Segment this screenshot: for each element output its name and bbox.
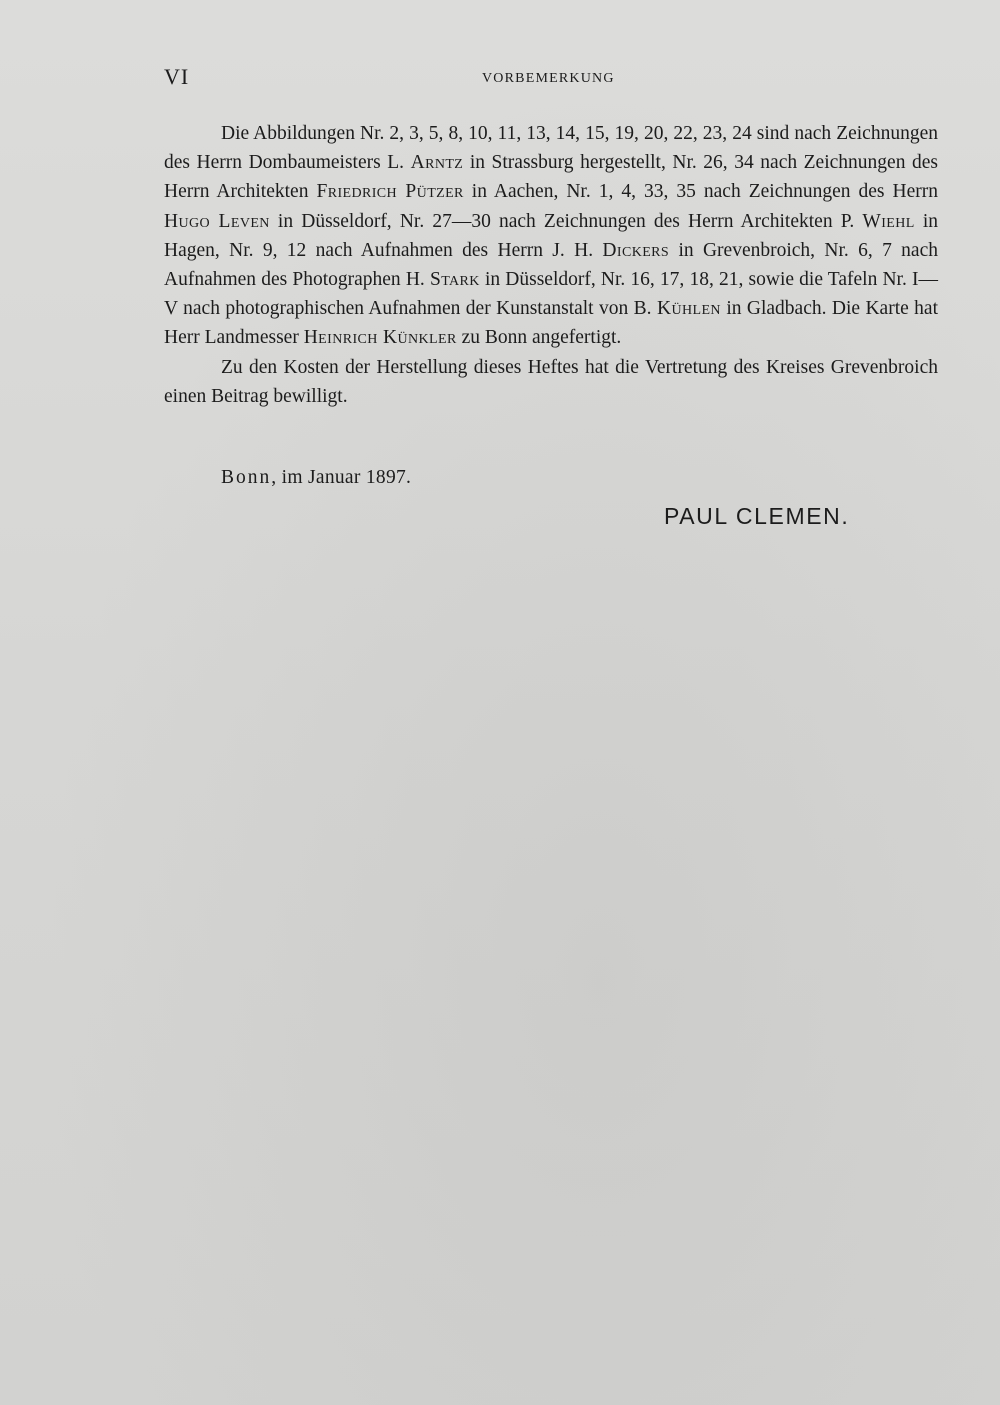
person-name: Wiehl bbox=[862, 210, 915, 232]
dateline-place: Bonn bbox=[221, 467, 272, 488]
text-segment: in Gladbach. Die Karte hat Herr Landmesser bbox=[164, 298, 939, 349]
text-segment: in Strassburg hergestellt, Nr. 26, 34 nach Zeichnungen des Herrn Architekten bbox=[164, 152, 938, 203]
text-segment: zu Bonn angefertigt. bbox=[456, 327, 622, 349]
text-segment: in Hagen, Nr. 9, 12 nach Aufnahmen des Herrn J. H. bbox=[164, 210, 938, 261]
text-segment: in Aachen, Nr. 1, 4, 33, 35 nach Zeichnungen des Herrn bbox=[463, 181, 938, 203]
text-segment: Die Abbildungen Nr. 2, 3, 5, 8, 10, 11, 13, 14, 15, 19, 20, 22, 23, 24 sind nach Zeichnungen des Herrn Dombaumeisters L. bbox=[164, 123, 938, 174]
author-signature: PAUL CLEMEN. bbox=[664, 503, 850, 529]
text-segment: in Grevenbroich, Nr. 6, 7 nach Aufnahmen des Photographen H. bbox=[164, 239, 938, 291]
text-segment: in Düsseldorf, Nr. 16, 17, 18, 21, sowie die Tafeln Nr. I—V nach photographischen Aufnahmen der Kunstanstalt von B. bbox=[164, 269, 939, 320]
person-name: Kühlen bbox=[656, 298, 721, 320]
body-text bbox=[164, 119, 938, 411]
person-name: Hugo Leven bbox=[164, 210, 270, 232]
person-name: Arntz bbox=[410, 152, 464, 174]
dateline-date: , im Januar 1897. bbox=[271, 467, 412, 488]
dateline bbox=[221, 467, 411, 489]
page-number: VI bbox=[164, 64, 190, 89]
person-name: Dickers bbox=[602, 239, 670, 261]
paragraph-funding: Zu den Kosten der Herstellung dieses Heftes hat die Vertretung des Kreises Grevenbroich einen Beitrag bewilligt. bbox=[164, 356, 938, 407]
paragraph-illustrations bbox=[164, 119, 938, 353]
page-header bbox=[164, 64, 940, 94]
text-segment: in Düsseldorf, Nr. 27—30 nach Zeichnungen des Herrn Architekten P. bbox=[269, 210, 863, 232]
person-name: Stark bbox=[429, 269, 480, 291]
person-name: Heinrich Künkler bbox=[303, 327, 457, 349]
person-name: Friedrich Pützer bbox=[316, 181, 464, 203]
running-title: VORBEMERKUNG bbox=[482, 71, 615, 86]
